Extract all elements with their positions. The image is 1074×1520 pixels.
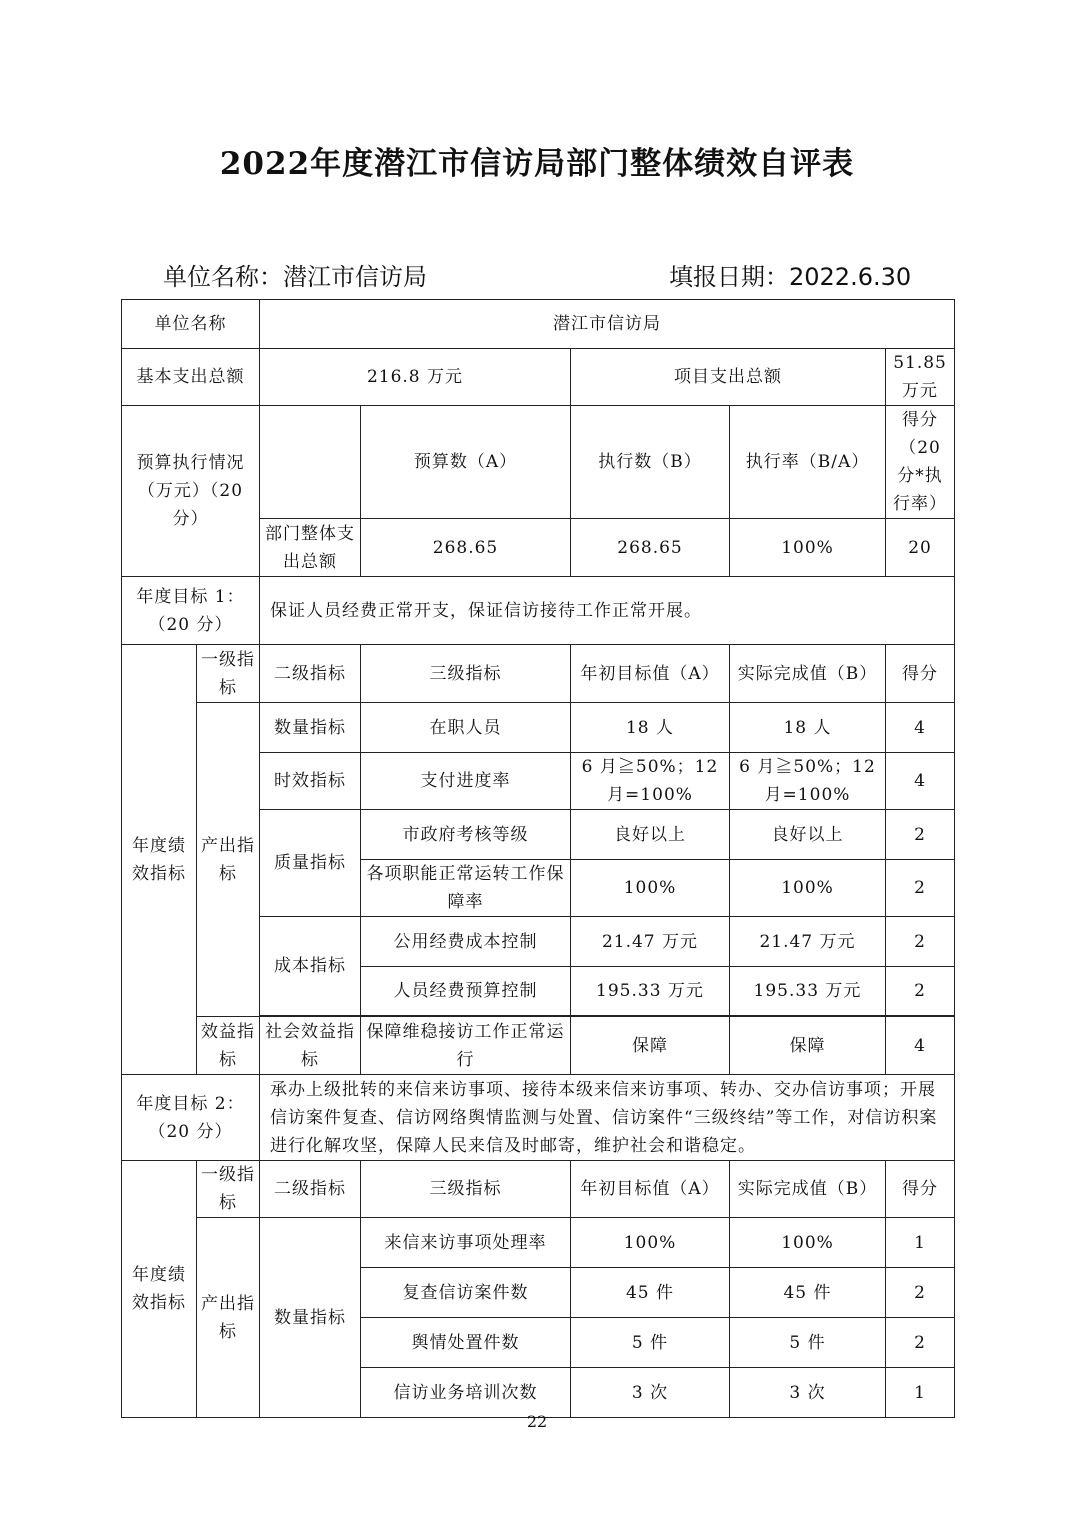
table-row-cat: 时效指标 (260, 753, 361, 810)
table-row-name: 保障维稳接访工作正常运行 (361, 1017, 571, 1075)
perf-indicator-label-2: 年度绩效指标 (122, 1161, 197, 1418)
table-row-target: 5 件 (571, 1318, 730, 1368)
table-row-actual: 100% (730, 1218, 886, 1268)
level3-header-1: 三级指标 (361, 645, 571, 703)
table-row-target: 保障 (571, 1017, 730, 1075)
exec-rate-header: 执行率（B/A） (730, 406, 886, 519)
table-row-name: 人员经费预算控制 (361, 967, 571, 1016)
table-row-target: 6 月≧50%；12 月=100% (571, 753, 730, 810)
page-number: 22 (526, 1412, 548, 1431)
table-row-score: 2 (886, 1268, 955, 1318)
project-expense-value: 51.85 万元 (886, 349, 955, 406)
table-row-name: 支付进度率 (361, 753, 571, 810)
output-indicator-label-2: 产出指标 (197, 1218, 260, 1418)
unit-name-label: 单位名称：潜江市信访局 (163, 263, 427, 291)
perf-indicator-label-1: 年度绩效指标 (122, 645, 197, 1075)
table-row-target: 100% (571, 1218, 730, 1268)
goal1-label: 年度目标 1：（20 分） (122, 577, 260, 645)
performance-table (121, 299, 955, 1418)
budget-amount-header: 预算数（A） (361, 406, 571, 519)
level1-header-2: 一级指标 (197, 1161, 260, 1218)
table-row-actual: 3 次 (730, 1368, 886, 1418)
unit-name-value: 潜江市信访局 (260, 300, 955, 349)
output-indicator-label-1: 产出指标 (197, 703, 260, 1017)
score-header-2: 得分 (886, 1161, 955, 1218)
fill-date-label: 填报日期：2022.6.30 (669, 263, 912, 291)
score-header-1: 得分 (886, 645, 955, 703)
level3-header-2: 三级指标 (361, 1161, 571, 1218)
table-row-score: 4 (886, 753, 955, 810)
actual-header-2: 实际完成值（B） (730, 1161, 886, 1218)
table-row-cat: 数量指标 (260, 703, 361, 753)
budget-empty-cell (260, 406, 361, 519)
target-header-2: 年初目标值（A） (571, 1161, 730, 1218)
actual-header-1: 实际完成值（B） (730, 645, 886, 703)
quality-indicator-cat: 质量指标 (260, 810, 361, 917)
exec-amount-header: 执行数（B） (571, 406, 730, 519)
table-row-actual: 6 月≧50%；12 月=100% (730, 753, 886, 810)
table-row-name: 复查信访案件数 (361, 1268, 571, 1318)
exec-rate-value: 100% (730, 519, 886, 577)
table-row-score: 2 (886, 810, 955, 860)
table-row-target: 3 次 (571, 1368, 730, 1418)
budget-amount-value: 268.65 (361, 519, 571, 577)
cost-indicator-cat: 成本指标 (260, 917, 361, 1016)
table-row-name: 各项职能正常运转工作保障率 (361, 860, 571, 917)
table-row-name: 舆情处置件数 (361, 1318, 571, 1368)
table-row-actual: 18 人 (730, 703, 886, 753)
table-row-target: 100% (571, 860, 730, 917)
target-header-1: 年初目标值（A） (571, 645, 730, 703)
table-row-score: 2 (886, 917, 955, 967)
table-row-target: 良好以上 (571, 810, 730, 860)
table-row-name: 市政府考核等级 (361, 810, 571, 860)
table-row-score: 2 (886, 860, 955, 917)
budget-score-header: 得分（20 分*执行率） (886, 406, 955, 519)
basic-expense-value: 216.8 万元 (260, 349, 571, 406)
table-row-actual: 100% (730, 860, 886, 917)
table-row-actual: 良好以上 (730, 810, 886, 860)
page-title: 2022年度潜江市信访局部门整体绩效自评表 (219, 146, 855, 182)
table-row-actual: 45 件 (730, 1268, 886, 1318)
dept-total-label: 部门整体支出总额 (260, 519, 361, 577)
budget-section-label: 预算执行情况（万元）（20 分） (122, 406, 260, 577)
table-row-actual: 195.33 万元 (730, 967, 886, 1016)
table-row-score: 1 (886, 1218, 955, 1268)
table-row-score: 2 (886, 967, 955, 1016)
table-row-cat: 社会效益指标 (260, 1017, 361, 1075)
exec-amount-value: 268.65 (571, 519, 730, 577)
level2-header-2: 二级指标 (260, 1161, 361, 1218)
table-row-name: 来信来访事项处理率 (361, 1218, 571, 1268)
level2-header-1: 二级指标 (260, 645, 361, 703)
table-row-actual: 21.47 万元 (730, 917, 886, 967)
budget-score-value: 20 (886, 519, 955, 577)
table-row-score: 2 (886, 1318, 955, 1368)
goal1-text: 保证人员经费正常开支，保证信访接待工作正常开展。 (260, 577, 955, 645)
table-row-score: 4 (886, 703, 955, 753)
level1-header-1: 一级指标 (197, 645, 260, 703)
table-row-target: 21.47 万元 (571, 917, 730, 967)
project-expense-header: 项目支出总额 (571, 349, 886, 406)
unit-name-header: 单位名称 (122, 300, 260, 349)
table-row-score: 1 (886, 1368, 955, 1418)
quantity-indicator-cat-2: 数量指标 (260, 1218, 361, 1418)
goal2-label: 年度目标 2：（20 分） (122, 1075, 260, 1161)
table-row-name: 信访业务培训次数 (361, 1368, 571, 1418)
table-row-target: 18 人 (571, 703, 730, 753)
benefit-indicator-label: 效益指标 (197, 1017, 260, 1075)
table-row-name: 公用经费成本控制 (361, 917, 571, 967)
table-row-score: 4 (886, 1017, 955, 1075)
table-row-target: 195.33 万元 (571, 967, 730, 1016)
table-row-target: 45 件 (571, 1268, 730, 1318)
basic-expense-header: 基本支出总额 (122, 349, 260, 406)
goal2-text: 承办上级批转的来信来访事项、接待本级来信来访事项、转办、交办信访事项；开展信访案件复查、信访网络舆情监测与处置、信访案件“三级终结”等工作，对信访积案进行化解攻坚，保障人民来信及时邮寄，维护社会和谐稳定。 (260, 1075, 955, 1161)
table-row-actual: 5 件 (730, 1318, 886, 1368)
table-row-name: 在职人员 (361, 703, 571, 753)
table-row-actual: 保障 (730, 1017, 886, 1075)
